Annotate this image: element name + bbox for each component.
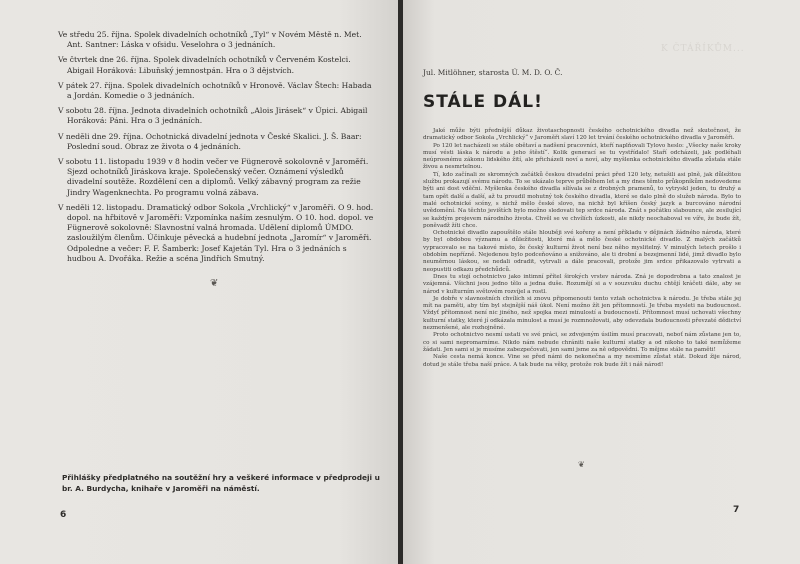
article-paragraph: Naše cesta nemá konce. Vine se před námi do nekonečna a my nesmíme zůstat stát. Dokud žije národ, dotud je stále třeba naší práce. A tak bude na věky, protože rok bude žít i náš národ! bbox=[423, 354, 741, 368]
event-item: Ve středu 25. října. Spolek divadelních ochotníků „Tyl“ v Novém Městě n. Met. Ant. Santner: Láska v ofsidu. Veselohra o 3 jednáních. bbox=[58, 30, 362, 50]
article-body bbox=[423, 128, 741, 369]
event-item: Ve čtvrtek dne 26. října. Spolek divadelních ochotníků v Červeném Kostelci. Abigail Horáková: Libuňský jemnostpán. Hra o 3 dějstvích. bbox=[58, 55, 351, 75]
bleed-through-text: K ČTÁŘÍKŮM... bbox=[661, 44, 745, 54]
event-item: V neděli dne 29. října. Ochotnická divadelní jednota v České Skalici. J. Š. Baar: Poslední soud. Obraz ze života o 4 jednáních. bbox=[58, 131, 362, 151]
event-item: V sobotu 28. října. Jednota divadelních ochotníků „Alois Jirásek“ v Úpici. Abigail Horáková: Páni. Hra o 3 jednáních. bbox=[58, 106, 368, 126]
event-item: V neděli 12. listopadu. Dramatický odbor Sokola „Vrchlický“ v Jaroměři. O 9. hod. dopol. na hřbitově v Jaroměři: Vzpomínka naším zesnulým. O 10. hod. dopol. ve Fügnerově sokolovně: Slavnostní valná hromada. Udělení diplomů ÚMDO. zasloužilým členům. Účinkuje pěvecká a hudební jednota „Jaromír“ v Jaroměři. Odpoledne a večer: F. F. Šamberk: Josef Kajetán Tyl. Hra o 3 jednáních s hudbou A. Dvořáka. Režie a scéna Jindřich Smutný. bbox=[58, 202, 374, 263]
event-item: V pátek 27. října. Spolek divadelních ochotníků v Hronově. Václav Štech: Habada a Jordán. Komedie o 3 jednáních. bbox=[58, 80, 372, 101]
article-paragraph: Po 120 let nacházeli se stále obětaví a nadšení pracovníci, kteří naplňovali Tylovo heslo: „Všecky naše kroky musí vésti láska k národu a jeho štěstí“. Kolik generací se tu vystřídalo! Staří odcházeli, jak podléhali neúprosnému zákonu lidského žití, ale přicházeli noví a noví, aby myšlenka ochotnického divadla zůstala stále živou a nesmrtelnou. bbox=[423, 142, 741, 171]
article-paragraph: Ochotnické divadlo zapouštělo stále hlouběji své kořeny a není příkladu v dějinách žádného národa, které by byl obdobou významu a důležitosti, které má a mělo české ochotnické divadlo. Z malých začátků vypracovalo se na takové místo, že český kulturní život není bez něho myslitelný. V minulých letech prošlo i obdobím nepřízně. Nejedenou bylo podceňováno a snižováno, ale ti drobní a bezejmenní lidé, jimž divadlo bylo neuměrnou láskou, se nedali odradit, vytrvali a dále pracovali, protože jim srdce přikazovalo vytrvati a neopustiti odkazu předchůdců. bbox=[423, 230, 741, 273]
ornament-icon: ❦ bbox=[578, 460, 585, 469]
page-number-right: 7 bbox=[733, 505, 740, 515]
article-paragraph: Jaké může býti přednější důkaz životaschopnosti českého ochotnického divadla než skutečnost, že dramatický odbor Sokola „Vrchlický“ v Jaroměři slaví 120 let trvání českého ochotnického divadla v Jaroměři. bbox=[423, 128, 741, 142]
article-paragraph: Dnes tu stojí ochotnictvo jako intimní přítel širokých vrstev národa. Zná je dopodrobna a tato znalost je vzájemná. Všichni jsou jedno tělo a jedna duše. Rozumějí si a v souzvuku duchu chtějí kráčeti dále, aby se národ v kulturním světovém rozvíjel a rostl. bbox=[423, 273, 741, 295]
article-author: Jul. Mitlöhner, starosta Ú. M. D. O. Č. bbox=[423, 68, 563, 77]
article-paragraph: Tí, kdo začínali ze skromných začátků českou divadelní práci před 120 lety, netušili asi plně, jak důležitou službu prokazují svému národu. To se ukázalo teprve průběhem let a my dnes těmto průkopníkům nedovedeme býti ani dost vděčni. Myšlenka českého divadla sílívala se z drobných pramenů, to vytryskl jeden, tu druhý a tam opět další a další, až tu proudil mohutný tok českého divadla, které se dalo plně do služeb národa. Bylo to malé ochotnické scény, s nichž mělo české slovo, na nichž byl kříšen český jazyk a burcováno národní uvědomění. Na těchto jevištích bylo možno sledovati tep srdce národa. Znát s počátku slabounce, ale zesilující se každým projevem národního života. Chvěl se ve chvílích úzkosti, ale nikdy neochaboval ve víře, že bude žít, poněvadž žíti chce. bbox=[423, 171, 741, 229]
event-item: V sobotu 11. listopadu 1939 v 8 hodin večer ve Fügnerově sokolovně v Jaroměři. Sjezd ochotníků Jiráskova kraje. Společenský večer. Oznámení výsledků divadelní soutěže. Rozdělení cen a diplomů. Velký zábavný program za režie Jindry Wagenknechta. Po programu volná zábava. bbox=[58, 157, 369, 197]
subscription-notice: Přihlášky předplatného na soutěžní hry a veškeré informace v předprodeji u br. A. Burdycha, knihaře v Jaroměři na náměstí. bbox=[62, 473, 380, 493]
page-number-left: 6 bbox=[60, 510, 67, 520]
article-paragraph: Proto ochotnictvo nesmí ustati ve své práci, se zdvojeným úsilím musí pracovati, neboť nám zůstane jen to, co si sami nepromarníme. Nikdo nám nebude chrániti naše kulturní statky a od nikoho to také nemůžeme žádati. Jen sami si je musíme zabezpečovati, jen sami jsme za ně odpovědni. To mějme stále na paměti! bbox=[423, 332, 741, 353]
event-list bbox=[58, 30, 376, 269]
article-paragraph: Je dobře v slavnostních chvílích si znovu připomenouti tento vztah ochotnictva k národu. Je třeba stále jej mít na paměti, aby tím byl stejnější náš úkol. Není možno žít jen přítomností. Je třeba mysleti na budoucnost. Vždyť přítomnost není nic jiného, než spojka mezi minulostí a budoucností. Přítomnost musí uchovati všechny kulturní statky, které jí odkázala minulost a musí je rozmnožovati, aby odevzdala budoucnosti převzaté dědictví nezmenšené, ale rozhojněné. bbox=[423, 295, 741, 332]
left-page bbox=[0, 0, 398, 564]
right-page bbox=[403, 0, 800, 564]
ornament-icon: ❦ bbox=[210, 278, 219, 289]
article-heading: STÁLE DÁL! bbox=[423, 92, 543, 112]
